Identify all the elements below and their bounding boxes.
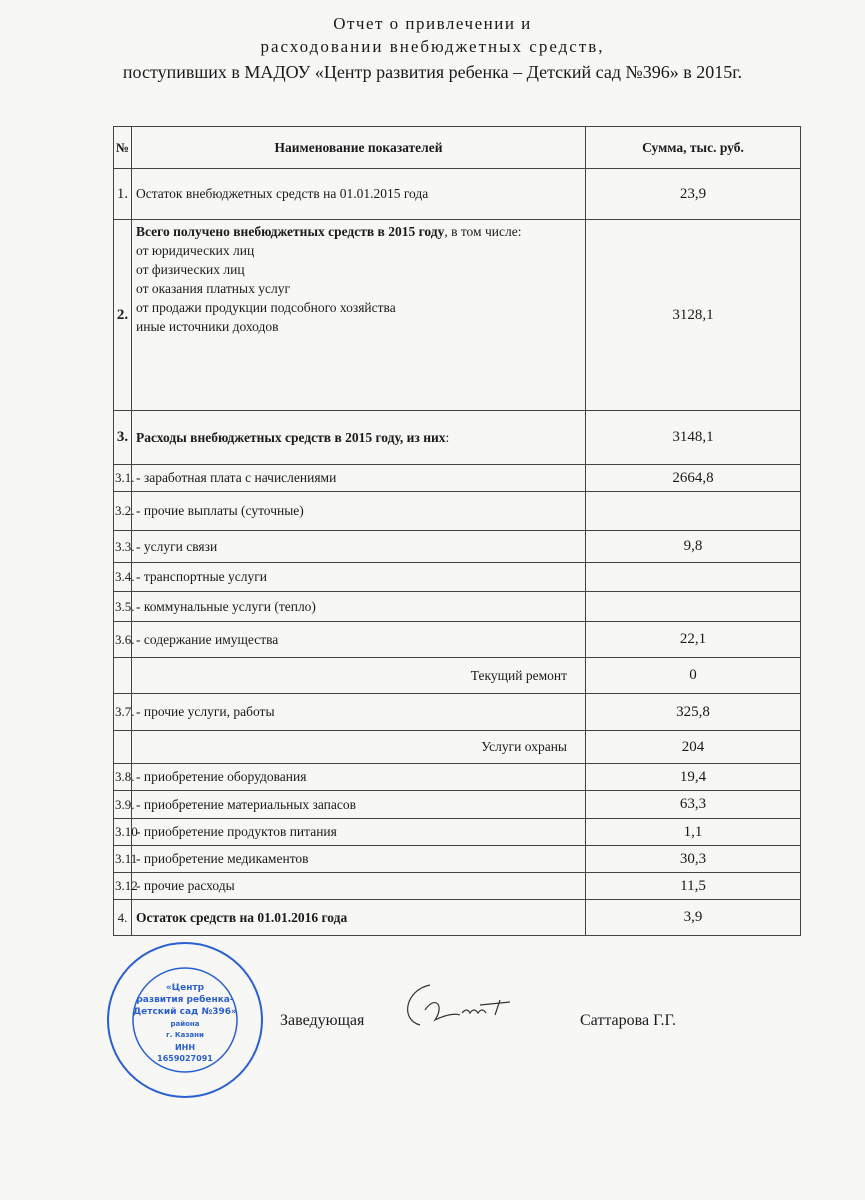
row-name-bold: Всего получено внебюджетных средств в 2015 году [136, 224, 445, 239]
source-line: от оказания платных услуг [136, 281, 290, 296]
row-num: 2. [114, 220, 132, 411]
row-name: - прочие расходы [132, 873, 586, 900]
table-row [114, 465, 801, 492]
row-num: 3.4. [114, 563, 132, 592]
svg-text:Детский сад №396»: Детский сад №396» [133, 1007, 237, 1017]
signature-name: Саттарова Г.Г. [580, 1012, 676, 1029]
title-line-2: расходовании внебюджетных средств, [260, 37, 605, 56]
official-stamp [105, 940, 265, 1100]
svg-text:г. Казани: г. Казани [166, 1031, 204, 1039]
row-name: Остаток внебюджетных средств на 01.01.2015 года [132, 169, 586, 220]
row-sum: 63,3 [586, 791, 801, 819]
row-sum: 23,9 [586, 169, 801, 220]
row-sum: 1,1 [586, 819, 801, 846]
row-name: - заработная плата с начислениями [132, 465, 586, 492]
row-sum: 22,1 [586, 622, 801, 658]
row-num: 3.6. [114, 622, 132, 658]
table-row [114, 220, 801, 411]
row-name: Текущий ремонт [132, 658, 586, 694]
svg-text:развития ребенка-: развития ребенка- [136, 995, 234, 1005]
source-line: от продажи продукции подсобного хозяйства [136, 300, 396, 315]
row-num: 3.1. [114, 465, 132, 492]
row-name: - содержание имущества [132, 622, 586, 658]
row-num: 3.2. [114, 492, 132, 531]
row-sum: 3,9 [586, 900, 801, 936]
row-num [114, 658, 132, 694]
row-sum: 204 [586, 731, 801, 764]
svg-text:«Центр: «Центр [165, 983, 205, 993]
row-name: Услуги охраны [132, 731, 586, 764]
row-sum: 3128,1 [586, 220, 801, 411]
report-table [113, 126, 801, 936]
row-name: - приобретение материальных запасов [132, 791, 586, 819]
row-num [114, 731, 132, 764]
table-row [114, 819, 801, 846]
svg-text:1659027091: 1659027091 [157, 1054, 213, 1063]
row-sum: 325,8 [586, 694, 801, 731]
table-row [114, 694, 801, 731]
row-name: - прочие выплаты (суточные) [132, 492, 586, 531]
row-sum: 9,8 [586, 531, 801, 563]
source-line: от физических лиц [136, 262, 245, 277]
row-sum [586, 492, 801, 531]
row-num: 3.9. [114, 791, 132, 819]
row-sum: 3148,1 [586, 411, 801, 465]
title-line-3: поступивших в МАДОУ «Центр развития ребенка – Детский сад №396» в 2015г. [122, 62, 743, 82]
row-name: - приобретение продуктов питания [132, 819, 586, 846]
row-sum: 2664,8 [586, 465, 801, 492]
table-row [114, 846, 801, 873]
row-name: - услуги связи [132, 531, 586, 563]
source-line: иные источники доходов [136, 319, 279, 334]
table-row [114, 411, 801, 465]
row-num: 3.5. [114, 592, 132, 622]
row-name: - приобретение медикаментов [132, 846, 586, 873]
row-sum: 0 [586, 658, 801, 694]
row-name [132, 220, 586, 411]
row-name: - прочие услуги, работы [132, 694, 586, 731]
row-num: 3. [114, 411, 132, 465]
row-name: - коммунальные услуги (тепло) [132, 592, 586, 622]
table-row [114, 731, 801, 764]
table-row [114, 531, 801, 563]
table-row [114, 658, 801, 694]
table-header [114, 127, 801, 169]
header-name: Наименование показателей [132, 127, 586, 169]
title-line-1: Отчет о привлечении и [333, 14, 532, 33]
signature-position: Заведующая [280, 1012, 365, 1029]
table-row [114, 622, 801, 658]
handwritten-signature [400, 975, 540, 1035]
svg-text:района: района [170, 1020, 200, 1028]
row-name: - приобретение оборудования [132, 764, 586, 791]
table-row [114, 900, 801, 936]
row-num: 3.12 [114, 873, 132, 900]
table-row [114, 764, 801, 791]
row-num: 3.11 [114, 846, 132, 873]
row-num: 3.3. [114, 531, 132, 563]
row-num: 1. [114, 169, 132, 220]
row-num: 3.7. [114, 694, 132, 731]
row-name [132, 411, 586, 465]
row-sum [586, 563, 801, 592]
table-row [114, 873, 801, 900]
header-sum: Сумма, тыс. руб. [586, 127, 801, 169]
row-sum: 30,3 [586, 846, 801, 873]
table-row [114, 563, 801, 592]
row-sum: 19,4 [586, 764, 801, 791]
table-row [114, 592, 801, 622]
row-sum [586, 592, 801, 622]
row-name-bold: Расходы внебюджетных средств в 2015 году, из них [136, 429, 446, 445]
source-line: от юридических лиц [136, 243, 255, 258]
row-name-rest: , в том числе: [444, 224, 522, 239]
row-name-suffix: : [445, 429, 450, 445]
svg-text:ИНН: ИНН [174, 1043, 196, 1052]
row-name: - транспортные услуги [132, 563, 586, 592]
row-num: 4. [114, 900, 132, 936]
row-sum: 11,5 [586, 873, 801, 900]
row-name: Остаток средств на 01.01.2016 года [132, 900, 586, 936]
row-num: 3.8. [114, 764, 132, 791]
row-num: 3.10 [114, 819, 132, 846]
table-row [114, 492, 801, 531]
table-row [114, 169, 801, 220]
table-row [114, 791, 801, 819]
header-num: № [114, 127, 132, 169]
